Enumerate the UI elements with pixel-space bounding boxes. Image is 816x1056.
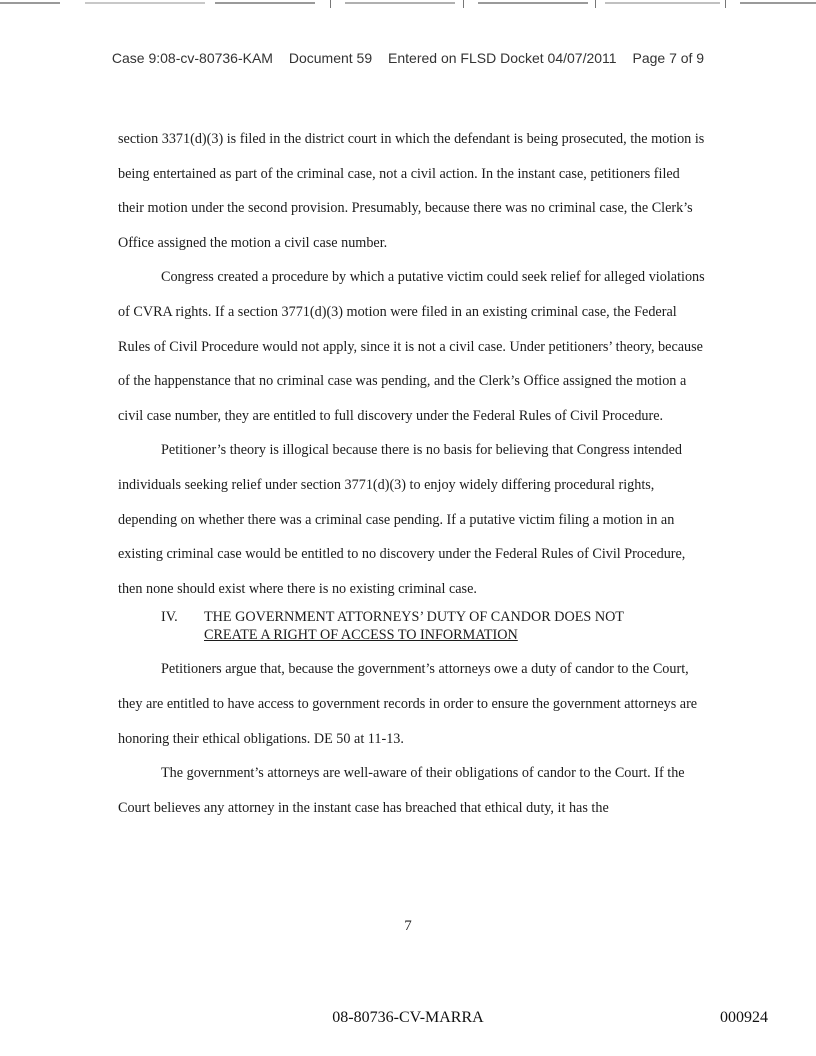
header-document: Document 59 <box>288 50 373 66</box>
paragraph-3: Petitioner’s theory is illogical because there is no basis for believing that Congress intended individuals seeking relief under section 3771(d)(3) to enjoy widely differing procedural rights, depending on whether there was a criminal case pending. If a putative victim filing a motion in an existing criminal case would be entitled to no discovery under the Federal Rules of Civil Procedure, then none should exist where there is no existing criminal case. <box>118 442 686 597</box>
header-entered: Entered on FLSD Docket 04/07/2011 <box>388 50 617 66</box>
footer-case-number: 08-80736-CV-MARRA <box>332 1009 484 1026</box>
paragraph-1: section 3371(d)(3) is filed in the district court in which the defendant is being prosecuted, the motion is being entertained as part of the criminal case, not a civil action. In the instant case, petitioners filed their motion under the second provision. Presumably, because there was no criminal case, the Clerk’s Office assigned the motion a civil case number. <box>118 131 705 251</box>
document-body <box>118 122 708 825</box>
scan-artifact-bar <box>0 0 816 14</box>
court-header <box>0 50 816 66</box>
paragraph-5: The government’s attorneys are well-aware of their obligations of candor to the Court. If the Court believes any attorney in the instant case has breached that ethical duty, it has the <box>118 765 685 816</box>
header-case: Case 9:08-cv-80736-KAM <box>111 50 273 66</box>
section-heading-line1: THE GOVERNMENT ATTORNEYS’ DUTY OF CANDOR DOES NOT <box>204 609 624 626</box>
section-number: IV. <box>161 609 178 626</box>
page-number: 7 <box>404 918 412 934</box>
section-heading <box>118 608 708 644</box>
footer-bates-number: 000924 <box>720 1009 768 1026</box>
header-page: Page 7 of 9 <box>632 50 705 66</box>
paragraph-2: Congress created a procedure by which a putative victim could seek relief for alleged violations of CVRA rights. If a section 3771(d)(3) motion were filed in an existing criminal case, the Federal Rules of Civil Procedure would not apply, since it is not a civil case. Under petitioners’ theory, because of the happenstance that no criminal case was pending, and the Clerk’s Office assigned the motion a civil case number, they are entitled to full discovery under the Federal Rules of Civil Procedure. <box>118 269 705 424</box>
paragraph-4: Petitioners argue that, because the government’s attorneys owe a duty of candor to the Court, they are entitled to have access to government records in order to ensure the government attorneys are honoring their ethical obligations. DE 50 at 11-13. <box>118 661 698 747</box>
section-heading-line2: CREATE A RIGHT OF ACCESS TO INFORMATION <box>204 627 518 644</box>
